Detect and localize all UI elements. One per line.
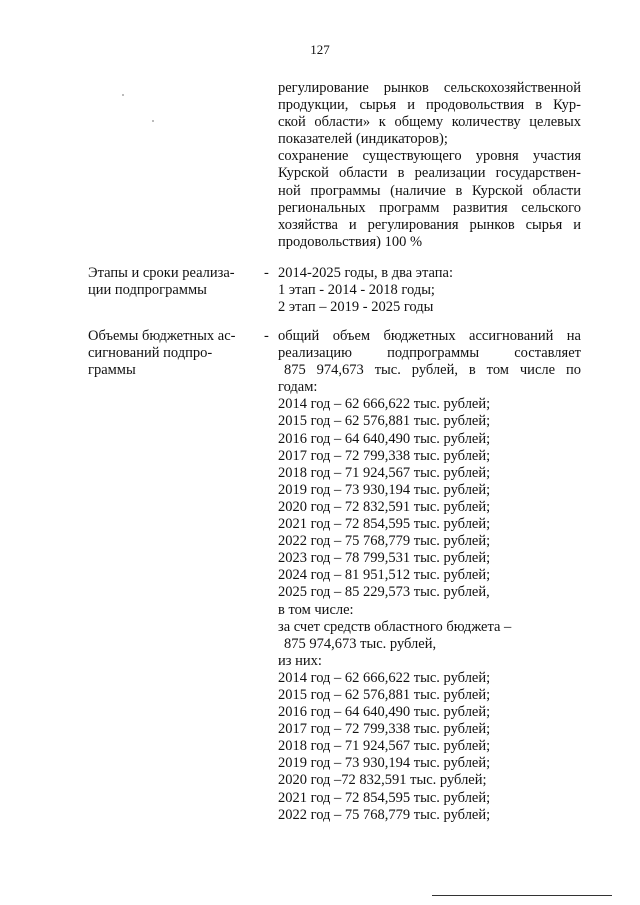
stages-dash: -: [264, 265, 269, 281]
text-line: 2 этап – 2019 - 2025 годы: [278, 299, 434, 316]
label-line: Объемы бюджетных ас-: [88, 328, 236, 344]
year-line: 2018 год – 71 924,567 тыс. рублей;: [278, 738, 491, 755]
year-line: 2019 год – 73 930,194 тыс. рублей;: [278, 481, 491, 498]
text-line: ной программы (наличие в Курской области: [278, 182, 581, 199]
text-line: продовольствия) 100 %: [278, 233, 423, 250]
text-line: продукции, сырья и продовольствия в Кур-: [278, 97, 581, 114]
year-line: 2025 год – 85 229,573 тыс. рублей,: [278, 584, 490, 601]
label-line: граммы: [88, 362, 136, 379]
year-line: 2018 год – 71 924,567 тыс. рублей;: [278, 464, 491, 481]
year-line: 2021 год – 72 854,595 тыс. рублей;: [278, 516, 491, 533]
label-line: ции подпрограммы: [88, 282, 207, 299]
year-line: 2017 год – 72 799,338 тыс. рублей;: [278, 447, 491, 464]
year-line: 2015 год – 62 576,881 тыс. рублей;: [278, 413, 491, 430]
stages-label: [88, 265, 258, 299]
bottom-rule: [432, 895, 612, 896]
year-line: 2019 год – 73 930,194 тыс. рублей;: [278, 755, 491, 772]
label-line: сигнований подпро-: [88, 345, 213, 362]
year-line: 2017 год – 72 799,338 тыс. рублей;: [278, 721, 491, 738]
year-line: 2023 год – 78 799,531 тыс. рублей;: [278, 550, 491, 567]
stages-value: [278, 265, 581, 316]
continuation-paragraph: [278, 80, 581, 251]
year-line: 2015 год – 62 576,881 тыс. рублей;: [278, 686, 491, 703]
text-line: за счет средств областного бюджета –: [278, 618, 512, 635]
year-line: 2022 год – 75 768,779 тыс. рублей;: [278, 806, 491, 823]
year-line: 2022 год – 75 768,779 тыс. рублей;: [278, 533, 491, 550]
text-line: региональных программ развития сельского: [278, 199, 581, 216]
year-line: 2020 год – 72 832,591 тыс. рублей;: [278, 498, 491, 515]
text-line: общий объем бюджетных ассигнований на: [278, 328, 581, 344]
year-line: 2014 год – 62 666,622 тыс. рублей;: [278, 396, 491, 413]
page-number: 127: [310, 42, 330, 57]
text-line: 875 974,673 тыс. рублей,: [284, 635, 437, 652]
text-line: сохранение существующего уровня участия: [278, 148, 581, 165]
speck-mark: [152, 120, 154, 122]
text-line: 875 974,673 тыс. рублей, в том числе по: [284, 362, 581, 379]
text-line: годам:: [278, 379, 318, 396]
text-line: 1 этап - 2014 - 2018 годы;: [278, 282, 435, 299]
year-line: 2020 год –72 832,591 тыс. рублей;: [278, 772, 487, 789]
text-line: из них:: [278, 652, 322, 669]
label-line: Этапы и сроки реализа-: [88, 265, 235, 281]
budget-value: [278, 328, 581, 824]
text-line: хозяйства и регулирования рынков сырья и: [278, 216, 581, 233]
text-line: реализацию подпрограммы составляет: [278, 345, 581, 362]
text-line: в том числе:: [278, 601, 354, 618]
text-line: ской области» к общему количеству целевых: [278, 114, 581, 131]
budget-dash: -: [264, 328, 269, 344]
year-line: 2016 год – 64 640,490 тыс. рублей;: [278, 430, 491, 447]
speck-mark: [122, 94, 124, 96]
text-line: регулирование рынков сельскохозяйственной: [278, 80, 581, 96]
year-line: 2016 год – 64 640,490 тыс. рублей;: [278, 704, 491, 721]
text-line: показателей (индикаторов);: [278, 131, 448, 148]
text-line: Курской области в реализации государствен-: [278, 165, 581, 182]
year-line: 2024 год – 81 951,512 тыс. рублей;: [278, 567, 491, 584]
year-line: 2014 год – 62 666,622 тыс. рублей;: [278, 669, 491, 686]
text-line: 2014-2025 годы, в два этапа:: [278, 265, 454, 281]
year-line: 2021 год – 72 854,595 тыс. рублей;: [278, 789, 491, 806]
budget-label: [88, 328, 258, 379]
